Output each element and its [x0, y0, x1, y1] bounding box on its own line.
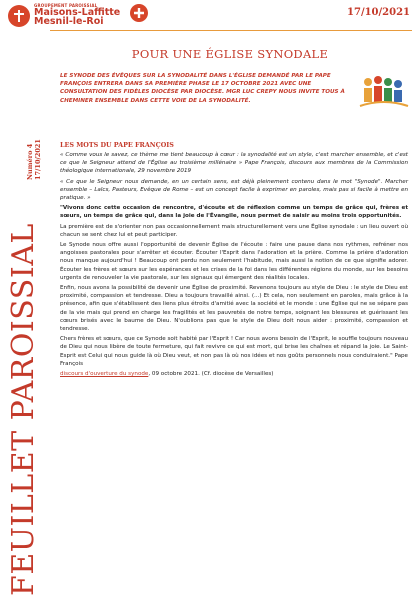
page-title: POUR UNE ÉGLISE SYNODALE — [131, 47, 329, 61]
cross-icon — [130, 4, 148, 22]
source-rest: , 09 octobre 2021. (Cf. diocèse de Versailles) — [148, 371, 274, 378]
sidebar-number: Numéro 4 — [26, 143, 34, 180]
section-title: LES MOTS DU PAPE FRANÇOIS — [60, 141, 174, 149]
paragraph-4: La première est de s'orienter non pas occasionnellement mais structurellement vers une Église synodale : un lieu ouvert où chacun se sent chez lui et peut participer. — [60, 223, 408, 238]
paragraph-7: Chers frères et sœurs, que ce Synode soit habité par l'Esprit ! Car nous avons besoin de l'Esprit, le souffle toujours nouveau de Dieu qui nous libère de toute fermeture, qui fait revivre ce qui est mort, qui brise les chaînes et répand la joie. Le Saint-Esprit est Celui qui nous guide là où Dieu veut, et non pas là où nos idées et nos goûts personnels nous conduiraient." Pape François — [60, 336, 408, 367]
synod-logo-icon — [358, 72, 410, 112]
header-rule — [50, 30, 412, 31]
sidebar-title: FEUILLET PAROISSIAL — [6, 223, 41, 596]
paragraph-2: « Ce que le Seigneur nous demande, en un certain sens, est déjà pleinement contenu dans le mot "Synode". Marcher ensemble – Laïcs, Pasteurs, Evêque de Rome – est un concept facile à exprimer en paroles, mais pas si facile à mettre en pratique. » — [60, 178, 408, 202]
paragraph-6: Enfin, nous avons la possibilité de devenir une Église de proximité. Revenons toujours au style de Dieu : le style de Dieu est proximité, compassion et tendresse. Dieu a toujours travaillé ainsi. (...) Et cela, non seulement en paroles, mais grâce à la présence, afin que s'établissent des liens plus étroits d'amitié avec la société et le monde : une Église qui ne se sépare pas de la vie mais qui prend en charge les fragilités et les pauvretés de notre temps, soignant les blessures et guérissant les cœurs brisés avec le baume de Dieu. N'oublions pas que le style de Dieu doit nous aider : proximité, compassion et tendresse. — [60, 285, 408, 333]
paragraph-5: Le Synode nous offre aussi l'opportunité de devenir Église de l'écoute : faire une pause dans nos rythmes, refréner nos angoisses pastorales pour s'arrêter et écouter. Écouter l'Esprit dans l'adoration et la prière. Comme la prière d'adoration nous manque aujourd'hui ! Beaucoup ont perdu non seulement l'habitude, mais aussi la notion de ce que signifie adorer. Écouter les frères et sœurs sur les espérances et les crises de la foi dans les différentes régions du monde, sur les besoins urgents de renouveler la vie pastorale, sur les signaux qui émergent des réalités locales. — [60, 242, 408, 281]
paragraph-3: "Vivons donc cette occasion de rencontre, d'écoute et de réflexion comme un temps de grâce qui, frères et sœurs, un temps de grâce qui, dans la joie de l'Évangile, nous permet de saisir au moins trois opportunités. — [60, 205, 408, 220]
source-line — [60, 370, 408, 378]
article-body — [60, 151, 408, 380]
parish-logo — [8, 2, 128, 32]
source-link[interactable]: discours d'ouverture du synode — [60, 371, 149, 378]
church-logo-icon — [8, 5, 30, 27]
header-date: 17/10/2021 — [347, 7, 410, 18]
sidebar-date: 17/10/2021 — [34, 139, 42, 180]
paragraph-1: « Comme vous le savez, ce thème me tient beaucoup à cœur : la synodalité est un style, c'est marcher ensemble, et c'est ce que le Seigneur attend de l'Église au troisième millénaire » Pape François, discours aux membres de la Commission théologique internationale, 29 novembre 2019 — [60, 152, 408, 175]
intro-text: LE SYNODE DES ÉVÊQUES SUR LA SYNODALITÉ DANS L'ÉGLISE DEMANDÉ PAR LE PAPE FRANÇOIS ENTRERA DANS SA PREMIÈRE PHASE LE 17 OCTOBRE 2021 AVEC UNE CONSULTATION DES FIDÈLES DIOCÈSE PAR DIOCÈSE. MGR LUC CREPY NOUS INVITE TOUS À CHEMINER ENSEMBLE DANS CETTE VOIE DE LA SYNODALITÉ. — [60, 73, 345, 104]
sidebar-issue — [26, 139, 42, 180]
group-label: GROUPEMENT PAROISSIAL — [34, 3, 98, 8]
logo-line-1: Maisons-Laffitte — [34, 7, 121, 18]
logo-line-2: Mesnil-le-Roi — [34, 16, 104, 27]
